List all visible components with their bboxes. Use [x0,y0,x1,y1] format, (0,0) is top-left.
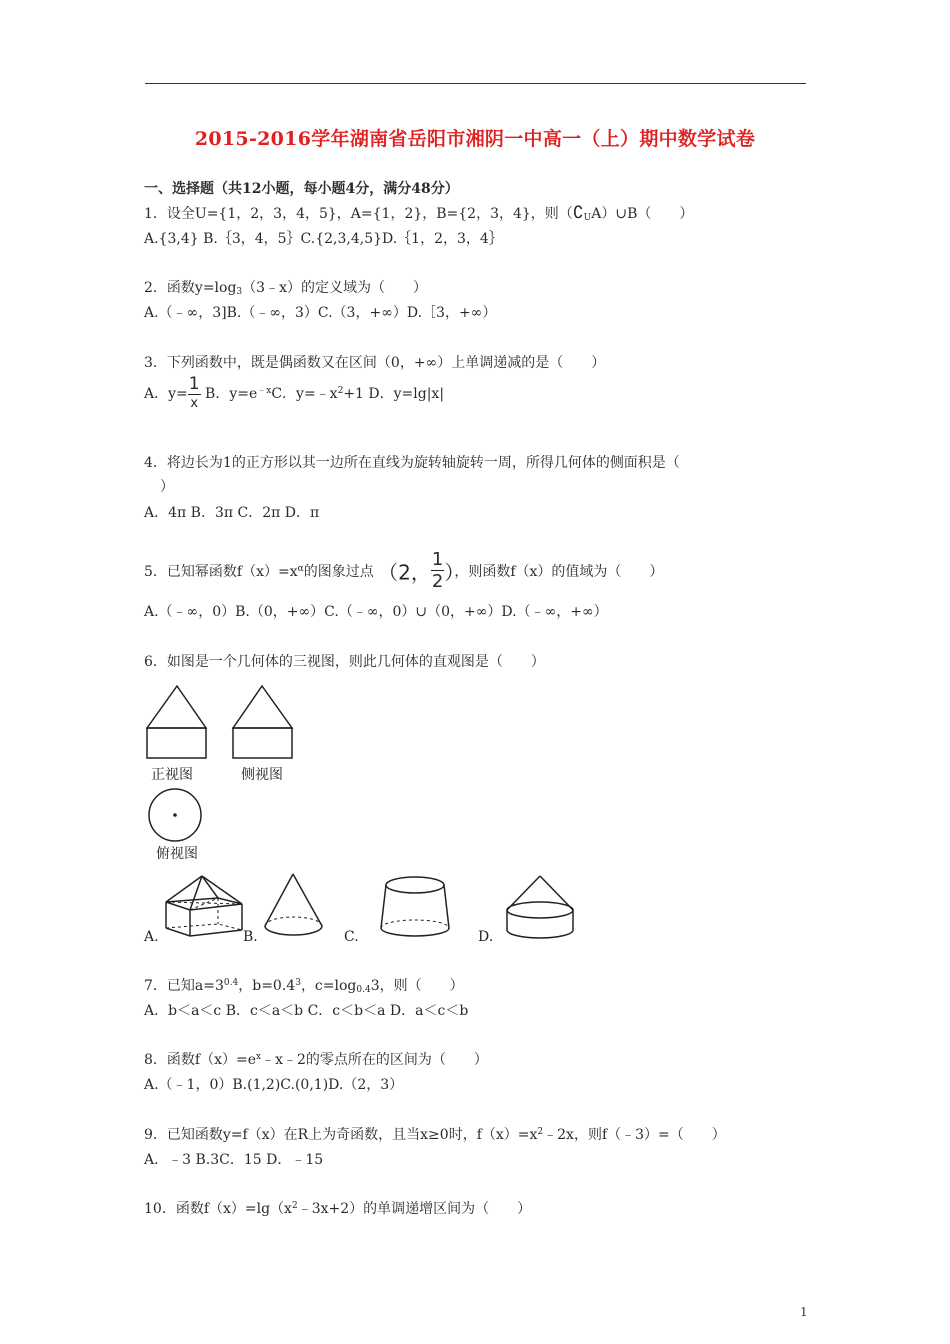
top-view-figure [140,786,220,846]
side-view-label: 侧视图 [241,767,283,783]
top-view-label: 俯视图 [156,846,198,862]
option-b-label: B. [243,929,258,945]
question-10-stem: 10．函数$f(x)=\lg(x^2﹣3x+2)$的单调递增区间为（ ） [144,1201,532,1217]
option-d-label: D. [478,929,494,945]
fraction-one-half: $\frac{1}{2}$ [431,549,444,592]
option-a-label: A. [144,929,159,945]
option-c-label: C. [344,929,359,945]
page-number: 1 [800,1305,808,1319]
question-4-options: A．4π B．3π C．2π D．π [144,505,320,521]
question-1-stem: 1．设全U={1，2，3，4，5}，A={1，2}，B={2，3，4}，则$(∁_UA)\cup B$（ ） [144,203,694,223]
question-5-options: A.（﹣∞，0）B.（0，+∞）C.（﹣∞，0）∪（0，+∞）D.（﹣∞，+∞） [144,604,608,620]
header-rule [145,83,806,84]
option-c-frustum [375,870,465,945]
question-4-stem: 4．将边长为1的正方形以其一边所在直线为旋转轴旋转一周，所得几何体的侧面积是（ [144,455,680,471]
page-title: 2015-2016学年湖南省岳阳市湘阴一中高一（上）期中数学试卷 [194,128,756,150]
question-2-options: A.（﹣∞，3]B.（﹣∞，3）C.（3，+∞）D.［3，+∞） [144,305,497,321]
question-9-stem: 9．已知函数y=f（x）在R上为奇函数，且当x≥0时，$f(x)=x^2﹣2x$，则f（﹣3）=（ ） [144,1127,726,1143]
front-side-views-figure [140,680,340,770]
fraction-1-over-x: $\frac{1}{x}$ [188,374,200,411]
section-heading: 一、选择题（共12小题，每小题4分，满分48分） [144,181,459,197]
question-7-options: A．b＜a＜c B．c＜a＜b C．c＜b＜a D．a＜c＜b [144,1003,469,1019]
question-6-stem: 6．如图是一个几何体的三视图，则此几何体的直观图是（ ） [144,654,545,670]
question-9-options: A．﹣3 B.3C．15 D．﹣15 [144,1152,324,1168]
side-view-drawing [233,686,292,758]
front-view-drawing [147,686,206,758]
question-8-options: A.（﹣1，0）B.(1,2)C.(0,1)D.（2，3） [144,1077,404,1093]
question-3-options: A．y= $\frac{1}{x}$ B．$y=e^{﹣x}C$．$y=﹣x^2+1$ D．y=lg|x| [144,374,445,411]
question-1-options: A.{3,4} B.｛3，4，5｝C.{2,3,4,5}D.｛1，2，3，4｝ [144,231,503,247]
top-view-center-dot [173,813,177,817]
question-3-stem: 3．下列函数中，既是偶函数又在区间（0，+∞）上单调递减的是（ ） [144,355,606,371]
option-d-cone-on-cylinder [500,870,590,945]
question-8-stem: 8．函数$f(x)=e^x﹣x﹣2$的零点所在的区间为（ ） [144,1052,488,1068]
question-7-stem: 7．已知$a=3^{0.4}$，$b=0.4^3$，$c=\log_{0.4}3$，则（ ） [144,978,464,995]
question-5-stem: 5．已知幂函数$f(x)=x^\alpha$的图象过点 （2， $\frac{1}{2}$ ），则函数f（x）的值域为（ ） [144,549,664,592]
question-2-stem: 2．函数$y=\log_3(3﹣x)$的定义域为（ ） [144,280,427,297]
option-b-cone [260,870,340,945]
front-view-label: 正视图 [151,767,193,783]
question-4-stem-cont: ） [160,479,174,495]
complement-symbol: ∁ [572,203,584,223]
